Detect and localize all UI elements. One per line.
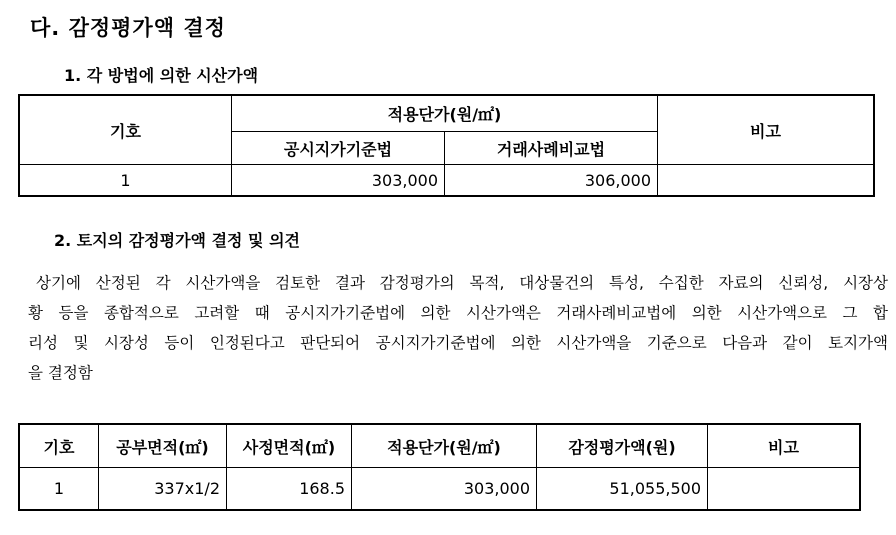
method2-value: 306,000 — [445, 165, 658, 197]
unit-price-header: 적용단가(원/㎡) — [232, 95, 658, 132]
remark-header: 비고 — [658, 95, 875, 165]
subsection-title-2: 2. 토지의 감정평가액 결정 및 의견 — [54, 231, 300, 250]
row-code: 1 — [19, 468, 99, 511]
code-header: 기호 — [19, 95, 232, 165]
method2-header: 거래사례비교법 — [445, 132, 658, 165]
assessed-area-header: 사정면적(㎡) — [227, 424, 352, 468]
appraised-value-header: 감정평가액(원) — [537, 424, 708, 468]
assessed-area-value: 168.5 — [227, 468, 352, 511]
remark-header: 비고 — [708, 424, 861, 468]
code-header: 기호 — [19, 424, 99, 468]
paragraph-line: 리성 및 시장성 등이 인정된다고 판단되어 공시지가기준법에 의한 시산가액을 기준으로 다음과 같이 토지가액 — [28, 334, 888, 352]
unit-price-value: 303,000 — [352, 468, 537, 511]
method1-header: 공시지가기준법 — [232, 132, 445, 165]
paragraph-line: 을 결정함 — [28, 364, 93, 382]
registered-area-value: 337x1/2 — [99, 468, 227, 511]
unit-price-header: 적용단가(원/㎡) — [352, 424, 537, 468]
appraisal-table — [18, 423, 861, 511]
appraised-value: 51,055,500 — [537, 468, 708, 511]
section-title: 다. 감정평가액 결정 — [30, 16, 226, 40]
paragraph-line: 황 등을 종합적으로 고려할 때 공시지가기준법에 의한 시산가액은 거래사례비교법에 의한 시산가액으로 그 합 — [28, 304, 888, 322]
subsection-title-1: 1. 각 방법에 의한 시산가액 — [64, 66, 259, 85]
registered-area-header: 공부면적(㎡) — [99, 424, 227, 468]
row-code: 1 — [19, 165, 232, 197]
remark-value — [658, 165, 875, 197]
method1-value: 303,000 — [232, 165, 445, 197]
paragraph-line: 상기에 산정된 각 시산가액을 검토한 결과 감정평가의 목적, 대상물건의 특성, 수집한 자료의 신뢰성, 시장상 — [36, 274, 888, 292]
opinion-paragraph — [28, 268, 888, 388]
trial-value-table — [18, 94, 875, 197]
remark-value — [708, 468, 861, 511]
